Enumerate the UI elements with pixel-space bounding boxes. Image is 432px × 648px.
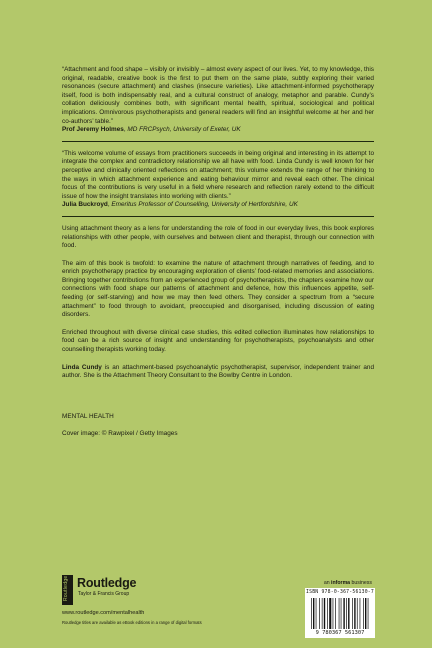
author-bio xyxy=(62,364,374,381)
barcode-bar xyxy=(346,598,347,629)
cover-text xyxy=(62,66,374,437)
barcode-bar xyxy=(357,598,358,629)
review-role-1: MD FRCPsych, University of Exeter, UK xyxy=(127,126,241,134)
barcode-bar xyxy=(335,598,336,629)
barcode-bar xyxy=(348,598,349,629)
review-attribution-1: Prof Jeremy Holmes, MD FRCPsych, University of Exeter, UK xyxy=(62,126,241,134)
routledge-mark-icon xyxy=(62,575,73,605)
ebook-note: Routledge titles are available as eBook editions in a range of digital formats xyxy=(62,620,202,625)
isbn-barcode xyxy=(305,588,375,638)
informa-name: informa xyxy=(331,580,351,586)
barcode-bar xyxy=(311,598,312,629)
informa-prefix: an xyxy=(323,580,332,586)
barcode-bar xyxy=(327,598,328,629)
barcode-bar xyxy=(324,598,325,629)
barcode-bars xyxy=(311,598,369,629)
description-paragraph-1: Using attachment theory as a lens for understanding the role of food in our everyday lives, this book explores relationships with other people, with ourselves and between client and therapist, through our connection with food. xyxy=(62,224,374,250)
barcode-bar xyxy=(354,598,355,629)
publisher-url[interactable]: www.routledge.com/mentalhealth xyxy=(62,610,145,616)
divider xyxy=(62,216,374,217)
barcode-bar xyxy=(339,598,340,629)
barcode-bar xyxy=(360,598,361,629)
barcode-bar xyxy=(313,598,314,629)
barcode-bar xyxy=(363,598,364,629)
review-author-2: Julia Buckroyd xyxy=(62,201,108,209)
barcode-bar xyxy=(329,598,331,629)
barcode-bar xyxy=(322,598,323,629)
publisher-name: Routledge xyxy=(77,576,137,590)
divider xyxy=(62,141,374,142)
informa-business-label xyxy=(324,580,372,586)
routledge-mark-text: Routledge xyxy=(63,575,69,601)
barcode-bar xyxy=(319,598,320,629)
author-bio-text: is an attachment-based psychoanalytic psychotherapist, supervisor, independent trainer and author. She is the Attachment Theory Consultant to the Bowlby Centre in London. xyxy=(62,363,374,380)
review-role-2: Emeritus Professor of Counselling, University of Hertfordshire, UK xyxy=(111,201,298,209)
informa-suffix: business xyxy=(350,580,372,586)
review-attribution-2: Julia Buckroyd, Emeritus Professor of Counselling, University of Hertfordshire, UK xyxy=(62,201,298,209)
barcode-number: 9 780367 561307 xyxy=(315,630,365,636)
barcode-bar xyxy=(341,598,342,629)
description-paragraph-3: Enriched throughout with diverse clinical case studies, this edited collection illuminates how relationships to food can be a rich source of insight and understanding for psychotherapists, psychoanalysts and other counselling therapists working today. xyxy=(62,328,374,354)
barcode-bar xyxy=(343,598,344,629)
barcode-bar xyxy=(365,598,366,629)
review-quote-2: “This welcome volume of essays from practitioners succeeds in being original and interesting in its attempt to integrate the complex and contradictory relationship we all have with food. Linda Cundy is well known for her perceptive and clinically oriented reflections on attachment; this volume extends the range of her thinking to the ways in which attachment experience and eating behaviour mirror and reveal each other. The clinical focus of the contributions is very useful in a field where research and reflection rarely extend to the difficult issue of how the insight translates into working with clients.” xyxy=(62,149,374,200)
review-author-1: Prof Jeremy Holmes xyxy=(62,126,124,134)
cover-credit: Cover image: © Rawpixel / Getty Images xyxy=(62,429,178,437)
barcode-bar xyxy=(333,598,334,629)
review-quote-1: “Attachment and food shape – visibly or invisibly – almost every aspect of our lives. Yet, to my knowledge, this original, readable, creative book is the first to put them on the same plate, subtly exploring their varied resonances (secure attachment) and clashes (insecure varieties). Like attachment-informed psychotherapy itself, food is both indispensably real, and a cultural construct of analogy, metaphor and parable. Cundy’s collation deliciously combines both, with significant mental health, spiritual, sociological and political implications. Omnivorous psychotherapists and general readers will find an insightful welcome at her and her co-authors’ table.” xyxy=(62,66,374,125)
publisher-logo xyxy=(62,575,222,609)
subject-category: MENTAL HEALTH xyxy=(62,412,114,420)
description-paragraph-2: The aim of this book is twofold: to examine the nature of attachment through narratives of feeding, and to enrich psychotherapy practice by encouraging exploration of clients’ food-related memories and associations. Bringing together contributions from an experienced group of psychotherapists, the chapters examine how our connections with food shape our patterns of attachment and defence, how this influences appetite, self-feeding (or self-starving) and how we may then feed others. They consider a spectrum from a “secure attachment” to food through to avoidant, preoccupied and disorganised, including discussion of eating disorders. xyxy=(62,259,374,319)
publisher-group: Taylor & Francis Group xyxy=(78,591,130,597)
isbn-label: ISBN 978-0-367-56130-7 xyxy=(306,590,374,595)
barcode-bar xyxy=(316,598,317,629)
barcode-bar xyxy=(352,598,353,629)
barcode-bar xyxy=(368,598,369,629)
author-name: Linda Cundy xyxy=(62,363,102,371)
